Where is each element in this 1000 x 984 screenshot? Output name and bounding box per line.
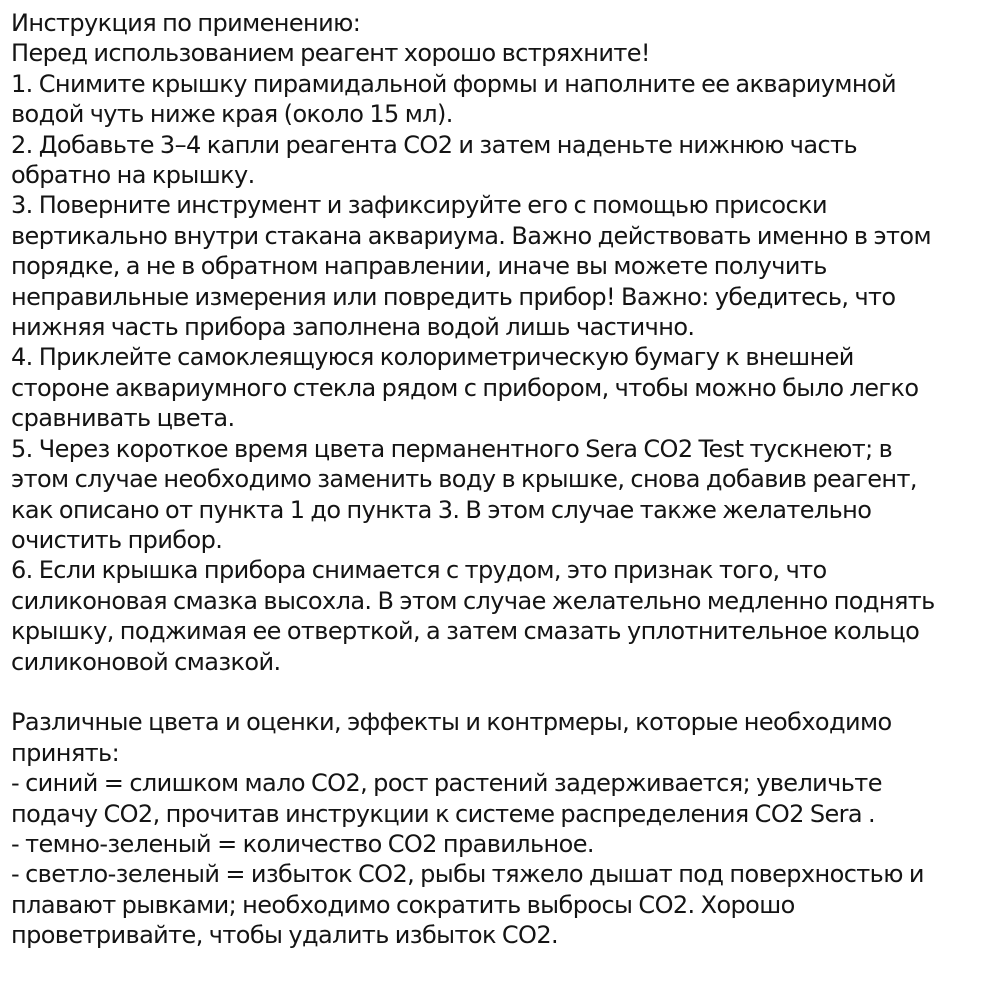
step-5-line-1: 5. Через короткое время цвета перманентного Sera CO2 Test тускнеют; в (11, 434, 893, 463)
step-3-line-4: неправильные измерения или повредить прибор! Важно: убедитесь, что (11, 282, 896, 311)
step-6 (11, 555, 991, 677)
shake-warning: Перед использованием реагент хорошо встряхните! (11, 39, 650, 68)
step-5-line-3: как описано от пункта 1 до пункта 3. В этом случае также желательно (11, 495, 872, 524)
step-4-line-1: 4. Приклейте самоклеящуюся колориметрическую бумагу к внешней (11, 343, 854, 372)
color-light-green-line-1: - светло-зеленый = избыток CO2, рыбы тяжело дышат под поверхностью и (11, 860, 924, 889)
instructions-title: Инструкция по применению: (11, 9, 361, 37)
color-light-green-line-3: проветривайте, чтобы удалить избыток CO2. (11, 921, 559, 950)
step-1-line-1: 1. Снимите крышку пирамидальной формы и наполните ее аквариумной (11, 69, 896, 98)
color-heading-line-2: принять: (11, 738, 120, 767)
step-5 (11, 434, 991, 556)
color-heading-line-1: Различные цвета и оценки, эффекты и контрмеры, которые необходимо (11, 708, 892, 737)
step-3-line-5: нижняя часть прибора заполнена водой лишь частично. (11, 313, 695, 342)
step-6-line-2: силиконовая смазка высохла. В этом случае желательно медленно поднять (11, 586, 935, 615)
step-2 (11, 130, 991, 191)
step-6-line-1: 6. Если крышка прибора снимается с трудом, это признак того, что (11, 556, 827, 585)
color-blue-line-1: - синий = слишком мало CO2, рост растений задерживается; увеличьте (11, 769, 882, 798)
step-1 (11, 69, 991, 130)
color-light-green-line-2: плавают рывками; необходимо сократить выбросы CO2. Хорошо (11, 890, 795, 919)
color-evaluation-section (11, 707, 991, 950)
instructions-section (11, 8, 991, 677)
step-1-line-2: водой чуть ниже края (около 15 мл). (11, 100, 453, 129)
step-2-line-2: обратно на крышку. (11, 161, 255, 190)
instruction-document (11, 8, 991, 951)
step-4-line-3: сравнивать цвета. (11, 404, 235, 433)
step-3-line-3: порядке, а не в обратном направлении, иначе вы можете получить (11, 252, 827, 281)
step-3-line-2: вертикально внутри стакана аквариума. Важно действовать именно в этом (11, 221, 932, 250)
step-4-line-2: стороне аквариумного стекла рядом с прибором, чтобы можно было легко (11, 373, 919, 402)
color-dark-green-item (11, 829, 991, 859)
step-3 (11, 190, 991, 342)
color-blue-item (11, 768, 991, 829)
step-3-line-1: 3. Поверните инструмент и зафиксируйте его с помощью присоски (11, 191, 828, 220)
step-5-line-2: этом случае необходимо заменить воду в крышке, снова добавив реагент, (11, 465, 917, 494)
section-spacer (11, 677, 991, 707)
color-light-green-item (11, 859, 991, 950)
step-6-line-3: крышку, поджимая ее отверткой, а затем смазать уплотнительное кольцо (11, 617, 920, 646)
step-4 (11, 342, 991, 433)
step-6-line-4: силиконовой смазкой. (11, 647, 281, 676)
color-dark-green-line-1: - темно-зеленый = количество CO2 правильное. (11, 829, 594, 858)
color-blue-line-2: подачу CO2, прочитав инструкции к системе распределения CO2 Sera . (11, 799, 876, 828)
step-5-line-4: очистить прибор. (11, 525, 223, 554)
step-2-line-1: 2. Добавьте 3–4 капли реагента CO2 и затем наденьте нижнюю часть (11, 130, 857, 159)
